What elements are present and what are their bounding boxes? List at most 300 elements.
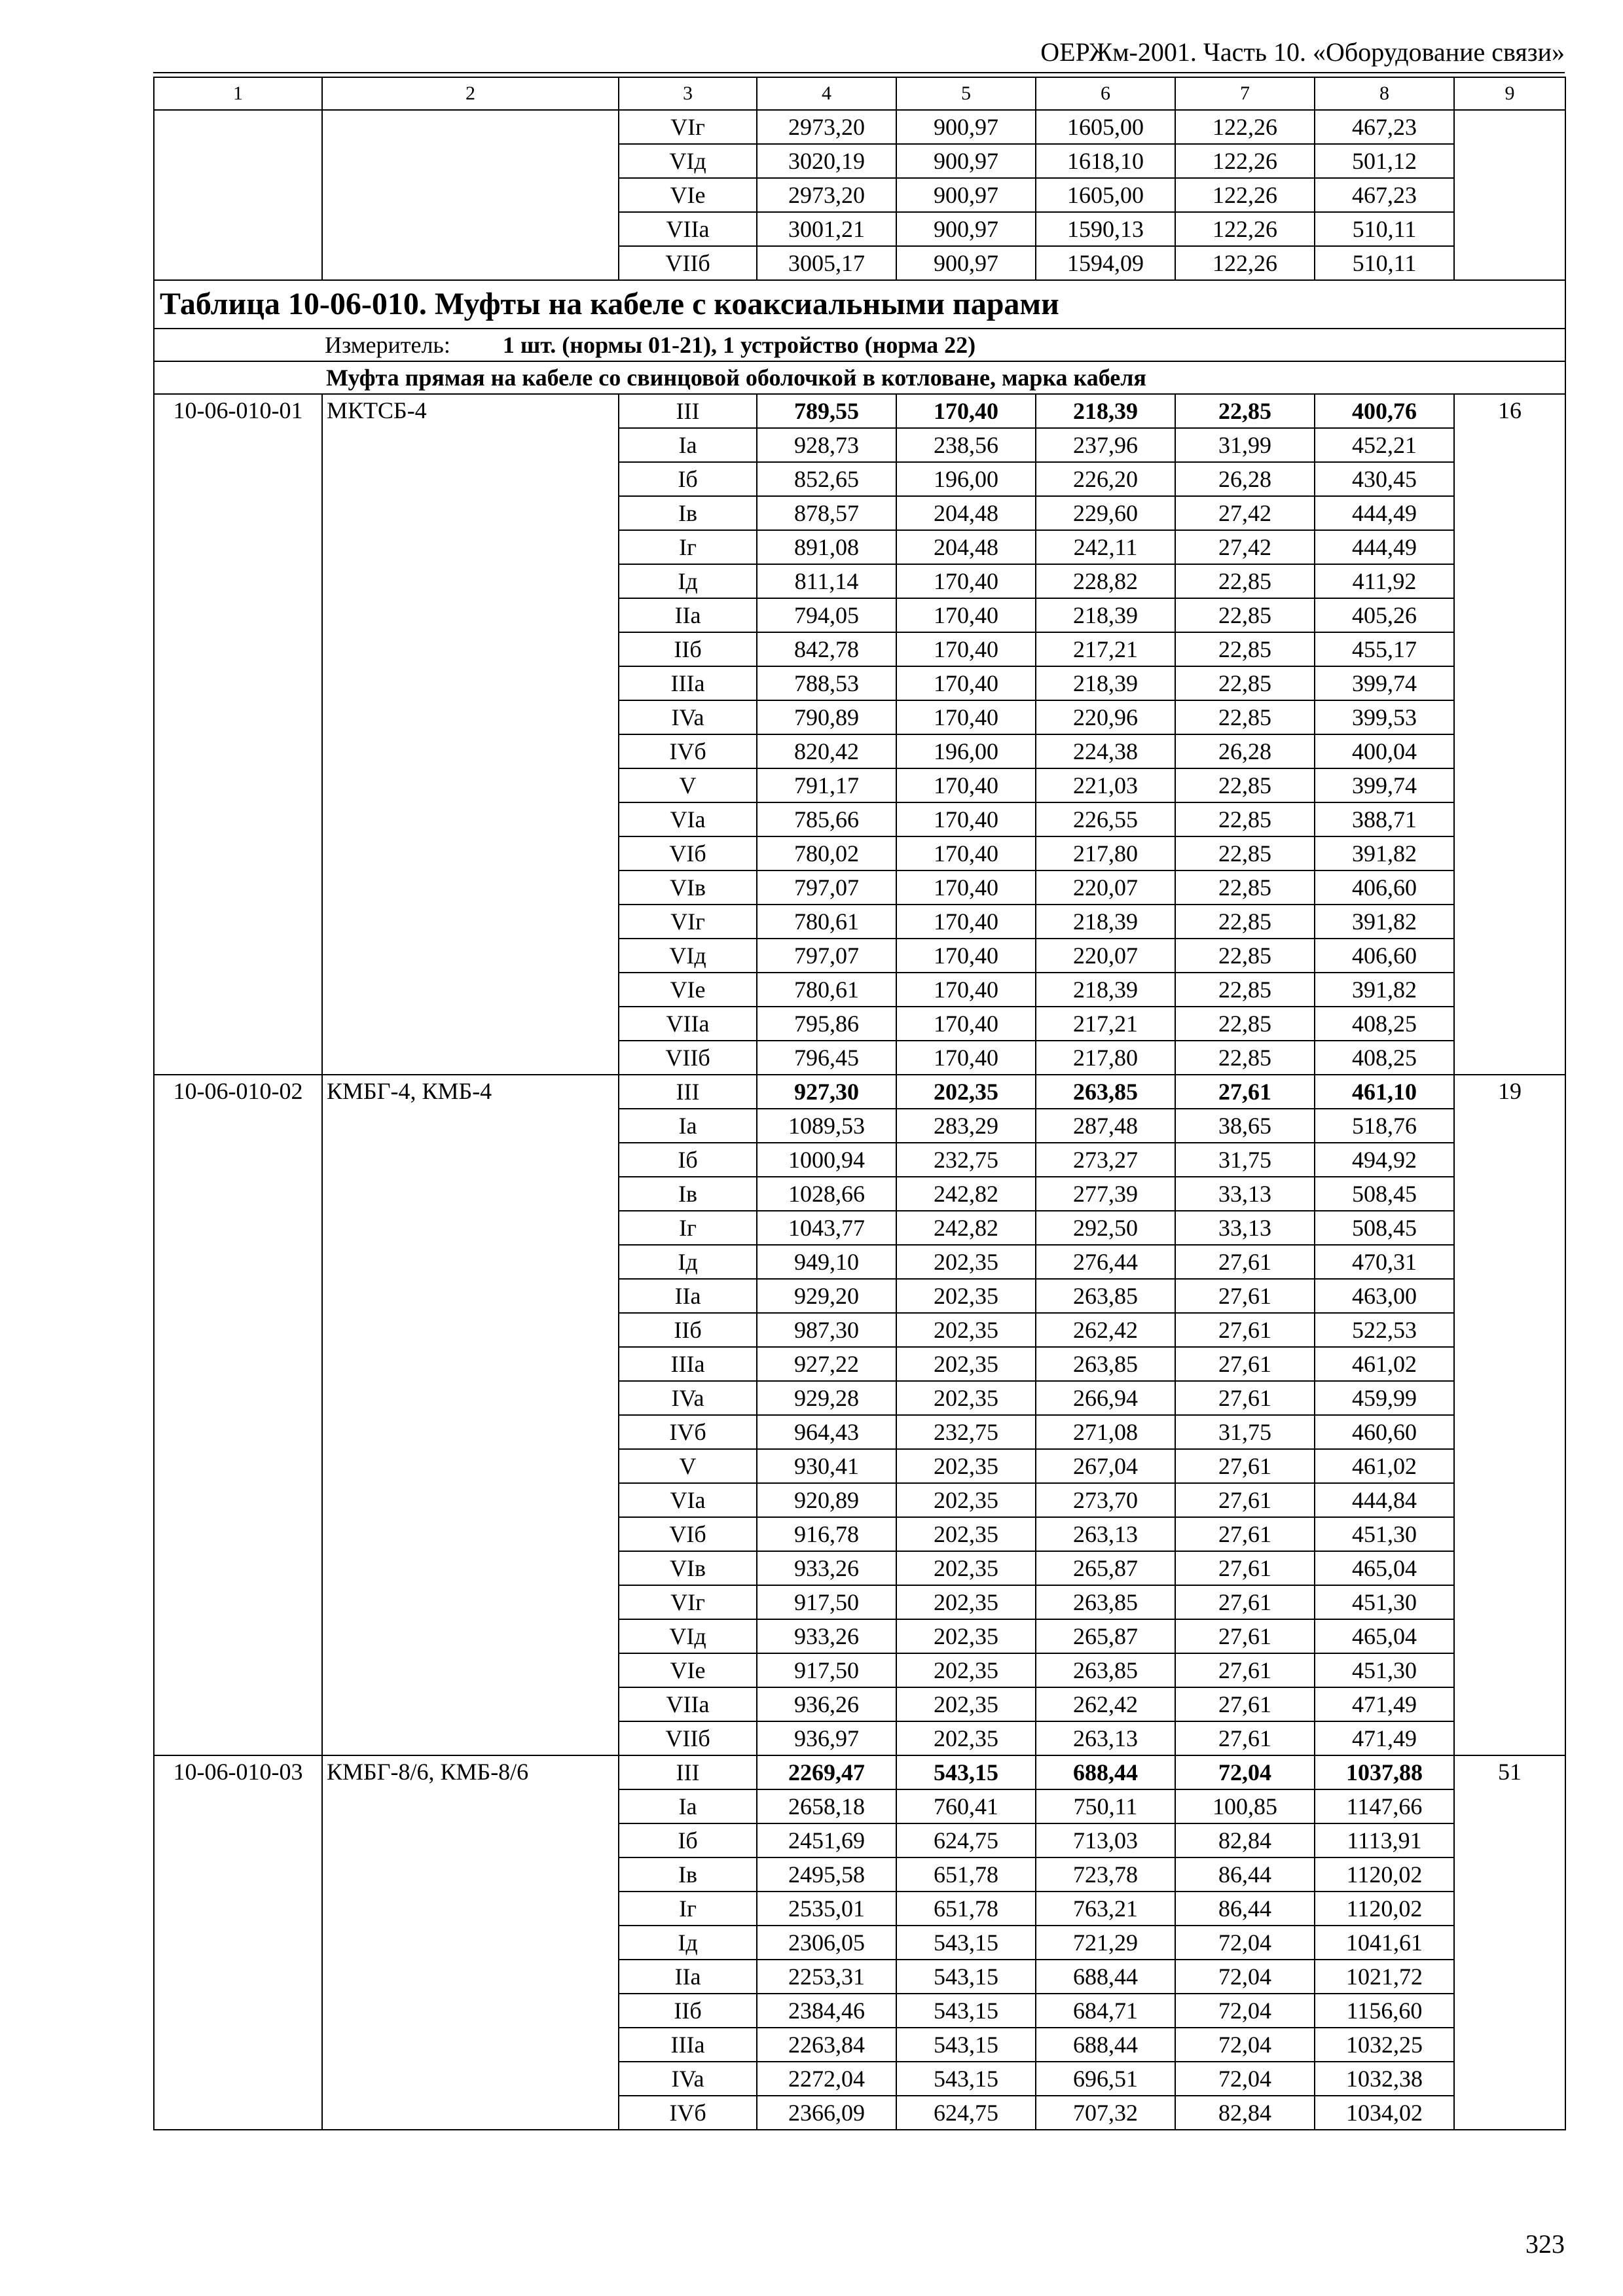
value-cell: 929,20 xyxy=(757,1279,896,1313)
value-cell: 170,40 xyxy=(896,394,1036,428)
value-cell: 651,78 xyxy=(896,1857,1036,1892)
value-cell: 467,23 xyxy=(1315,110,1454,144)
value-cell: 465,04 xyxy=(1315,1551,1454,1585)
zone-cell: VIe xyxy=(619,178,757,212)
value-cell: 1028,66 xyxy=(757,1177,896,1211)
value-cell: 27,61 xyxy=(1175,1653,1315,1687)
zone-cell: Iб xyxy=(619,1143,757,1177)
value-cell: 170,40 xyxy=(896,905,1036,939)
value-cell: 920,89 xyxy=(757,1483,896,1517)
column-number: 5 xyxy=(896,77,1036,110)
value-cell: 510,11 xyxy=(1315,246,1454,280)
zone-cell: V xyxy=(619,768,757,802)
value-cell: 455,17 xyxy=(1315,632,1454,666)
value-cell: 463,00 xyxy=(1315,1279,1454,1313)
zone-cell: VIг xyxy=(619,1585,757,1619)
value-cell: 797,07 xyxy=(757,870,896,905)
value-cell: 122,26 xyxy=(1175,212,1315,246)
value-cell: 263,85 xyxy=(1036,1347,1175,1381)
value-cell: 202,35 xyxy=(896,1313,1036,1347)
value-cell: 2535,01 xyxy=(757,1892,896,1926)
value-cell: 399,53 xyxy=(1315,700,1454,734)
zone-cell: VIб xyxy=(619,836,757,870)
cable-name: КМБГ-8/6, КМБ-8/6 xyxy=(322,1755,619,2130)
value-cell: 33,13 xyxy=(1175,1177,1315,1211)
column-number: 6 xyxy=(1036,77,1175,110)
unit-label: Измеритель: xyxy=(325,332,450,358)
value-cell: 1618,10 xyxy=(1036,144,1175,178)
value-cell: 1120,02 xyxy=(1315,1857,1454,1892)
zone-cell: V xyxy=(619,1449,757,1483)
value-cell: 218,39 xyxy=(1036,666,1175,700)
table-body xyxy=(154,77,1565,2130)
value-cell: 27,61 xyxy=(1175,1347,1315,1381)
value-cell: 408,25 xyxy=(1315,1007,1454,1041)
value-cell: 928,73 xyxy=(757,428,896,462)
zone-cell: III xyxy=(619,394,757,428)
value-cell: 900,97 xyxy=(896,144,1036,178)
value-cell: 277,39 xyxy=(1036,1177,1175,1211)
value-cell: 232,75 xyxy=(896,1143,1036,1177)
value-cell: 196,00 xyxy=(896,462,1036,496)
value-cell: 22,85 xyxy=(1175,564,1315,598)
value-cell: 987,30 xyxy=(757,1313,896,1347)
empty-code-cell xyxy=(154,110,322,280)
zone-cell: VIд xyxy=(619,939,757,973)
value-cell: 1590,13 xyxy=(1036,212,1175,246)
value-cell: 430,45 xyxy=(1315,462,1454,496)
value-cell: 508,45 xyxy=(1315,1211,1454,1245)
value-cell: 27,61 xyxy=(1175,1551,1315,1585)
header-rule xyxy=(153,72,1565,73)
value-cell: 400,76 xyxy=(1315,394,1454,428)
zone-cell: VIIб xyxy=(619,1041,757,1075)
zone-cell: VIa xyxy=(619,802,757,836)
value-cell: 750,11 xyxy=(1036,1789,1175,1823)
value-cell: 27,61 xyxy=(1175,1075,1315,1109)
value-cell: 391,82 xyxy=(1315,973,1454,1007)
value-cell: 688,44 xyxy=(1036,1960,1175,1994)
value-cell: 917,50 xyxy=(757,1585,896,1619)
value-cell: 27,61 xyxy=(1175,1483,1315,1517)
value-cell: 399,74 xyxy=(1315,768,1454,802)
empty-col9-cell xyxy=(1454,110,1565,280)
value-cell: 949,10 xyxy=(757,1245,896,1279)
value-cell: 170,40 xyxy=(896,1007,1036,1041)
value-cell: 228,82 xyxy=(1036,564,1175,598)
cable-name: МКТСБ-4 xyxy=(322,394,619,1075)
zone-cell: IIб xyxy=(619,632,757,666)
value-cell: 100,85 xyxy=(1175,1789,1315,1823)
value-cell: 933,26 xyxy=(757,1551,896,1585)
value-cell: 405,26 xyxy=(1315,598,1454,632)
value-cell: 444,49 xyxy=(1315,530,1454,564)
zone-cell: Iг xyxy=(619,1211,757,1245)
value-cell: 624,75 xyxy=(896,1823,1036,1857)
zone-cell: IVб xyxy=(619,1415,757,1449)
value-cell: 852,65 xyxy=(757,462,896,496)
value-cell: 72,04 xyxy=(1175,2062,1315,2096)
value-cell: 651,78 xyxy=(896,1892,1036,1926)
zone-cell: Ia xyxy=(619,1789,757,1823)
zone-cell: IVб xyxy=(619,734,757,768)
col9-cell: 51 xyxy=(1454,1755,1565,2130)
value-cell: 263,85 xyxy=(1036,1075,1175,1109)
zone-cell: Iв xyxy=(619,1177,757,1211)
value-cell: 22,85 xyxy=(1175,632,1315,666)
value-cell: 780,61 xyxy=(757,905,896,939)
value-cell: 796,45 xyxy=(757,1041,896,1075)
value-cell: 900,97 xyxy=(896,246,1036,280)
value-cell: 688,44 xyxy=(1036,1755,1175,1789)
value-cell: 933,26 xyxy=(757,1619,896,1653)
subheader-row xyxy=(154,361,1565,394)
value-cell: 964,43 xyxy=(757,1415,896,1449)
value-cell: 1120,02 xyxy=(1315,1892,1454,1926)
zone-cell: IVб xyxy=(619,2096,757,2130)
value-cell: 518,76 xyxy=(1315,1109,1454,1143)
section-subheader: Муфта прямая на кабеле со свинцовой оболочкой в котловане, марка кабеля xyxy=(154,361,1565,394)
value-cell: 237,96 xyxy=(1036,428,1175,462)
value-cell: 122,26 xyxy=(1175,246,1315,280)
column-number: 8 xyxy=(1315,77,1454,110)
zone-cell: IIIa xyxy=(619,1347,757,1381)
value-cell: 930,41 xyxy=(757,1449,896,1483)
value-cell: 220,07 xyxy=(1036,870,1175,905)
value-cell: 900,97 xyxy=(896,212,1036,246)
value-cell: 170,40 xyxy=(896,632,1036,666)
value-cell: 86,44 xyxy=(1175,1857,1315,1892)
value-cell: 1113,91 xyxy=(1315,1823,1454,1857)
zone-cell: Ia xyxy=(619,1109,757,1143)
value-cell: 878,57 xyxy=(757,496,896,530)
zone-cell: IVa xyxy=(619,2062,757,2096)
value-cell: 220,07 xyxy=(1036,939,1175,973)
zone-cell: IIIa xyxy=(619,666,757,700)
value-cell: 263,85 xyxy=(1036,1585,1175,1619)
value-cell: 82,84 xyxy=(1175,1823,1315,1857)
zone-cell: VIa xyxy=(619,1483,757,1517)
value-cell: 27,61 xyxy=(1175,1517,1315,1551)
column-number: 7 xyxy=(1175,77,1315,110)
value-cell: 202,35 xyxy=(896,1449,1036,1483)
col9-cell: 16 xyxy=(1454,394,1565,1075)
value-cell: 122,26 xyxy=(1175,144,1315,178)
value-cell: 202,35 xyxy=(896,1483,1036,1517)
value-cell: 273,27 xyxy=(1036,1143,1175,1177)
zone-cell: VIб xyxy=(619,1517,757,1551)
unit-cell xyxy=(154,329,1565,361)
value-cell: 82,84 xyxy=(1175,2096,1315,2130)
value-cell: 688,44 xyxy=(1036,2028,1175,2062)
value-cell: 22,85 xyxy=(1175,836,1315,870)
value-cell: 263,13 xyxy=(1036,1517,1175,1551)
value-cell: 72,04 xyxy=(1175,1994,1315,2028)
value-cell: 451,30 xyxy=(1315,1585,1454,1619)
value-cell: 1089,53 xyxy=(757,1109,896,1143)
value-cell: 790,89 xyxy=(757,700,896,734)
value-cell: 218,39 xyxy=(1036,394,1175,428)
value-cell: 263,85 xyxy=(1036,1279,1175,1313)
value-cell: 459,99 xyxy=(1315,1381,1454,1415)
value-cell: 2973,20 xyxy=(757,110,896,144)
norms-table xyxy=(153,77,1566,2130)
value-cell: 713,03 xyxy=(1036,1823,1175,1857)
value-cell: 451,30 xyxy=(1315,1517,1454,1551)
value-cell: 461,10 xyxy=(1315,1075,1454,1109)
value-cell: 543,15 xyxy=(896,2062,1036,2096)
value-cell: 543,15 xyxy=(896,1926,1036,1960)
value-cell: 461,02 xyxy=(1315,1449,1454,1483)
value-cell: 2366,09 xyxy=(757,2096,896,2130)
zone-cell: III xyxy=(619,1075,757,1109)
value-cell: 842,78 xyxy=(757,632,896,666)
zone-cell: Iг xyxy=(619,1892,757,1926)
value-cell: 31,75 xyxy=(1175,1143,1315,1177)
zone-cell: Iд xyxy=(619,1245,757,1279)
value-cell: 27,61 xyxy=(1175,1721,1315,1755)
column-number: 9 xyxy=(1454,77,1565,110)
value-cell: 2263,84 xyxy=(757,2028,896,2062)
value-cell: 22,85 xyxy=(1175,598,1315,632)
value-cell: 760,41 xyxy=(896,1789,1036,1823)
column-number: 4 xyxy=(757,77,896,110)
value-cell: 262,42 xyxy=(1036,1313,1175,1347)
column-number-row xyxy=(154,77,1565,110)
value-cell: 170,40 xyxy=(896,768,1036,802)
cable-name: КМБГ-4, КМБ-4 xyxy=(322,1075,619,1755)
zone-cell: VIe xyxy=(619,973,757,1007)
value-cell: 202,35 xyxy=(896,1687,1036,1721)
value-cell: 465,04 xyxy=(1315,1619,1454,1653)
value-cell: 27,61 xyxy=(1175,1279,1315,1313)
value-cell: 388,71 xyxy=(1315,802,1454,836)
value-cell: 26,28 xyxy=(1175,462,1315,496)
value-cell: 271,08 xyxy=(1036,1415,1175,1449)
value-cell: 202,35 xyxy=(896,1381,1036,1415)
value-cell: 202,35 xyxy=(896,1585,1036,1619)
value-cell: 916,78 xyxy=(757,1517,896,1551)
value-cell: 22,85 xyxy=(1175,802,1315,836)
value-cell: 287,48 xyxy=(1036,1109,1175,1143)
norm-code: 10-06-010-01 xyxy=(154,394,322,1075)
value-cell: 218,39 xyxy=(1036,905,1175,939)
value-cell: 721,29 xyxy=(1036,1926,1175,1960)
zone-cell: Iв xyxy=(619,496,757,530)
value-cell: 170,40 xyxy=(896,802,1036,836)
value-cell: 204,48 xyxy=(896,496,1036,530)
value-cell: 202,35 xyxy=(896,1517,1036,1551)
value-cell: 170,40 xyxy=(896,939,1036,973)
value-cell: 33,13 xyxy=(1175,1211,1315,1245)
running-header: ОЕРЖм-2001. Часть 10. «Оборудование связи» xyxy=(1040,37,1565,67)
value-cell: 72,04 xyxy=(1175,1755,1315,1789)
zone-cell: IIa xyxy=(619,1279,757,1313)
value-cell: 391,82 xyxy=(1315,836,1454,870)
column-number: 3 xyxy=(619,77,757,110)
table-title: Таблица 10-06-010. Муфты на кабеле с коаксиальными парами xyxy=(154,280,1565,329)
value-cell: 22,85 xyxy=(1175,870,1315,905)
value-cell: 229,60 xyxy=(1036,496,1175,530)
value-cell: 3001,21 xyxy=(757,212,896,246)
value-cell: 273,70 xyxy=(1036,1483,1175,1517)
value-cell: 1043,77 xyxy=(757,1211,896,1245)
value-cell: 170,40 xyxy=(896,870,1036,905)
zone-cell: VIг xyxy=(619,110,757,144)
zone-cell: IVa xyxy=(619,1381,757,1415)
value-cell: 26,28 xyxy=(1175,734,1315,768)
value-cell: 408,25 xyxy=(1315,1041,1454,1075)
value-cell: 202,35 xyxy=(896,1075,1036,1109)
value-cell: 2269,47 xyxy=(757,1755,896,1789)
zone-cell: Iб xyxy=(619,1823,757,1857)
value-cell: 522,53 xyxy=(1315,1313,1454,1347)
value-cell: 785,66 xyxy=(757,802,896,836)
value-cell: 780,02 xyxy=(757,836,896,870)
norm-row xyxy=(154,394,1565,428)
value-cell: 543,15 xyxy=(896,1994,1036,2028)
value-cell: 1034,02 xyxy=(1315,2096,1454,2130)
value-cell: 31,75 xyxy=(1175,1415,1315,1449)
value-cell: 22,85 xyxy=(1175,700,1315,734)
value-cell: 202,35 xyxy=(896,1653,1036,1687)
value-cell: 224,38 xyxy=(1036,734,1175,768)
value-cell: 543,15 xyxy=(896,2028,1036,2062)
value-cell: 406,60 xyxy=(1315,939,1454,973)
value-cell: 789,55 xyxy=(757,394,896,428)
value-cell: 122,26 xyxy=(1175,178,1315,212)
value-cell: 811,14 xyxy=(757,564,896,598)
zone-cell: III xyxy=(619,1755,757,1789)
zone-cell: IIIa xyxy=(619,2028,757,2062)
value-cell: 2272,04 xyxy=(757,2062,896,2096)
value-cell: 276,44 xyxy=(1036,1245,1175,1279)
value-cell: 170,40 xyxy=(896,666,1036,700)
value-cell: 2973,20 xyxy=(757,178,896,212)
value-cell: 460,60 xyxy=(1315,1415,1454,1449)
value-cell: 170,40 xyxy=(896,598,1036,632)
value-cell: 1594,09 xyxy=(1036,246,1175,280)
norm-row xyxy=(154,1755,1565,1789)
value-cell: 217,80 xyxy=(1036,836,1175,870)
continuation-row xyxy=(154,110,1565,144)
value-cell: 1605,00 xyxy=(1036,110,1175,144)
column-number: 1 xyxy=(154,77,322,110)
value-cell: 226,55 xyxy=(1036,802,1175,836)
zone-cell: IIб xyxy=(619,1313,757,1347)
table-title-row xyxy=(154,280,1565,329)
zone-cell: VIe xyxy=(619,1653,757,1687)
value-cell: 22,85 xyxy=(1175,1041,1315,1075)
value-cell: 936,97 xyxy=(757,1721,896,1755)
value-cell: 38,65 xyxy=(1175,1109,1315,1143)
value-cell: 543,15 xyxy=(896,1755,1036,1789)
value-cell: 170,40 xyxy=(896,836,1036,870)
value-cell: 929,28 xyxy=(757,1381,896,1415)
value-cell: 444,49 xyxy=(1315,496,1454,530)
value-cell: 202,35 xyxy=(896,1279,1036,1313)
value-cell: 265,87 xyxy=(1036,1619,1175,1653)
norm-code: 10-06-010-03 xyxy=(154,1755,322,2130)
value-cell: 202,35 xyxy=(896,1721,1036,1755)
zone-cell: VIIa xyxy=(619,1007,757,1041)
zone-cell: IIa xyxy=(619,1960,757,1994)
value-cell: 400,04 xyxy=(1315,734,1454,768)
value-cell: 292,50 xyxy=(1036,1211,1175,1245)
value-cell: 696,51 xyxy=(1036,2062,1175,2096)
value-cell: 795,86 xyxy=(757,1007,896,1041)
value-cell: 470,31 xyxy=(1315,1245,1454,1279)
value-cell: 707,32 xyxy=(1036,2096,1175,2130)
value-cell: 27,61 xyxy=(1175,1381,1315,1415)
value-cell: 217,21 xyxy=(1036,632,1175,666)
zone-cell: VIд xyxy=(619,1619,757,1653)
value-cell: 451,30 xyxy=(1315,1653,1454,1687)
value-cell: 31,99 xyxy=(1175,428,1315,462)
norm-code: 10-06-010-02 xyxy=(154,1075,322,1755)
value-cell: 1032,25 xyxy=(1315,2028,1454,2062)
value-cell: 2451,69 xyxy=(757,1823,896,1857)
unit-row xyxy=(154,329,1565,361)
value-cell: 684,71 xyxy=(1036,1994,1175,2028)
value-cell: 1041,61 xyxy=(1315,1926,1454,1960)
value-cell: 763,21 xyxy=(1036,1892,1175,1926)
value-cell: 22,85 xyxy=(1175,768,1315,802)
value-cell: 72,04 xyxy=(1175,1960,1315,1994)
value-cell: 3020,19 xyxy=(757,144,896,178)
value-cell: 22,85 xyxy=(1175,394,1315,428)
zone-cell: Iб xyxy=(619,462,757,496)
value-cell: 1037,88 xyxy=(1315,1755,1454,1789)
value-cell: 1147,66 xyxy=(1315,1789,1454,1823)
value-cell: 624,75 xyxy=(896,2096,1036,2130)
value-cell: 170,40 xyxy=(896,1041,1036,1075)
value-cell: 266,94 xyxy=(1036,1381,1175,1415)
value-cell: 122,26 xyxy=(1175,110,1315,144)
value-cell: 242,11 xyxy=(1036,530,1175,564)
value-cell: 27,61 xyxy=(1175,1449,1315,1483)
value-cell: 232,75 xyxy=(896,1415,1036,1449)
zone-cell: VIIб xyxy=(619,1721,757,1755)
value-cell: 72,04 xyxy=(1175,2028,1315,2062)
value-cell: 723,78 xyxy=(1036,1857,1175,1892)
zone-cell: Iв xyxy=(619,1857,757,1892)
value-cell: 1021,72 xyxy=(1315,1960,1454,1994)
zone-cell: IVa xyxy=(619,700,757,734)
value-cell: 202,35 xyxy=(896,1551,1036,1585)
value-cell: 471,49 xyxy=(1315,1721,1454,1755)
value-cell: 794,05 xyxy=(757,598,896,632)
value-cell: 27,61 xyxy=(1175,1313,1315,1347)
value-cell: 1032,38 xyxy=(1315,2062,1454,2096)
value-cell: 221,03 xyxy=(1036,768,1175,802)
zone-cell: VIд xyxy=(619,144,757,178)
value-cell: 780,61 xyxy=(757,973,896,1007)
value-cell: 467,23 xyxy=(1315,178,1454,212)
value-cell: 283,29 xyxy=(896,1109,1036,1143)
value-cell: 27,61 xyxy=(1175,1245,1315,1279)
value-cell: 471,49 xyxy=(1315,1687,1454,1721)
value-cell: 22,85 xyxy=(1175,1007,1315,1041)
zone-cell: VIг xyxy=(619,905,757,939)
value-cell: 788,53 xyxy=(757,666,896,700)
value-cell: 1156,60 xyxy=(1315,1994,1454,2028)
value-cell: 891,08 xyxy=(757,530,896,564)
value-cell: 263,13 xyxy=(1036,1721,1175,1755)
value-cell: 452,21 xyxy=(1315,428,1454,462)
zone-cell: VIв xyxy=(619,1551,757,1585)
value-cell: 202,35 xyxy=(896,1347,1036,1381)
